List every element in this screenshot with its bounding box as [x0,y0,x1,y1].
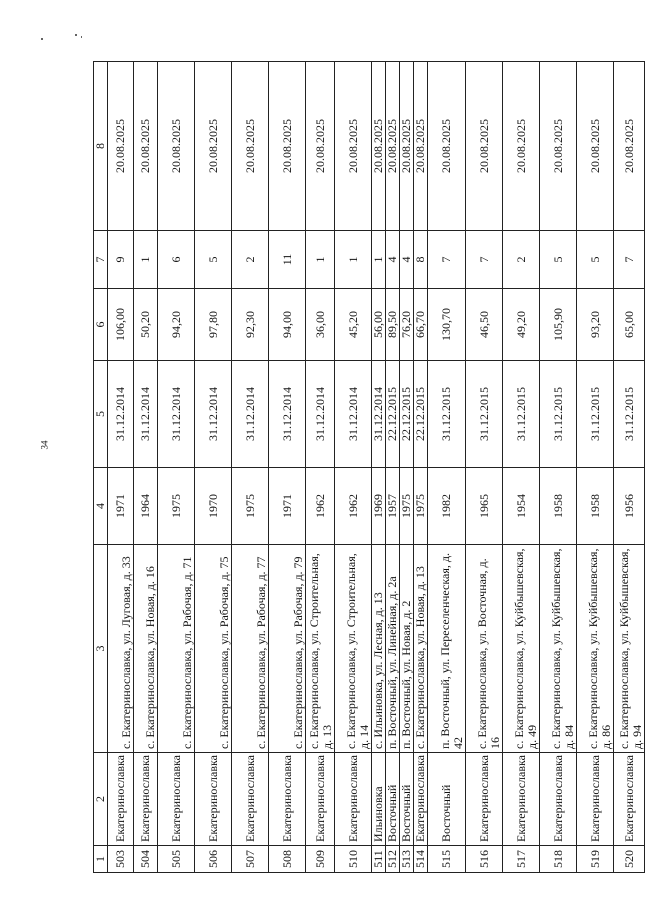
count-cell: 4 [400,231,414,289]
count-cell: 1 [372,231,386,289]
area-cell: 89,50 [386,289,400,361]
area-cell: 56,00 [372,289,386,361]
row-number: 512 [386,846,400,873]
area-cell: 65,00 [614,289,645,361]
table-row [306,62,335,873]
date-cell: 31.12.2014 [306,361,335,468]
settlement-cell: Екатеринославка [108,753,134,846]
deadline-cell: 20.08.2025 [108,62,134,231]
area-cell: 49,20 [503,289,540,361]
col-header: 7 [94,231,108,289]
area-cell: 105,90 [540,289,577,361]
deadline-cell: 20.08.2025 [134,62,158,231]
settlement-cell: Екатеринославка [335,753,372,846]
year-cell: 1962 [306,468,335,545]
scan-speck [81,36,82,38]
date-cell: 31.12.2015 [466,361,503,468]
settlement-cell: Екатеринославка [540,753,577,846]
year-cell: 1958 [540,468,577,545]
date-cell: 22.12.2015 [400,361,414,468]
table-row [269,62,306,873]
deadline-cell: 20.08.2025 [540,62,577,231]
count-cell: 5 [540,231,577,289]
date-cell: 31.12.2014 [158,361,195,468]
date-cell: 31.12.2015 [540,361,577,468]
address-cell: с. Екатеринославка, ул. Рабочая, д. 75 [195,545,232,753]
settlement-cell: Восточный [400,753,414,846]
settlement-cell: Восточный [428,753,466,846]
settlement-cell: Екатеринославка [503,753,540,846]
count-cell: 7 [614,231,645,289]
table-body [108,62,645,873]
row-number: 508 [269,846,306,873]
area-cell: 66,70 [414,289,428,361]
address-cell: с. Ильиновка, ул. Лесная, д. 13 [372,545,386,753]
table-row [195,62,232,873]
settlement-cell: Екатеринославка [466,753,503,846]
date-cell: 31.12.2015 [503,361,540,468]
settlement-cell: Екатеринославка [195,753,232,846]
date-cell: 31.12.2015 [614,361,645,468]
col-header: 5 [94,361,108,468]
year-cell: 1971 [269,468,306,545]
scan-speck [41,38,43,40]
count-cell: 1 [335,231,372,289]
settlement-cell: Екатеринославка [614,753,645,846]
row-number: 503 [108,846,134,873]
count-cell: 8 [414,231,428,289]
year-cell: 1969 [372,468,386,545]
address-cell: с. Екатеринославка, ул. Рабочая, д. 77 [232,545,269,753]
address-cell: с. Екатеринославка, ул. Строительная, д. 13 [306,545,335,753]
table-row [540,62,577,873]
deadline-cell: 20.08.2025 [466,62,503,231]
address-cell: с. Екатеринославка, ул. Куйбышевская, д. 86 [577,545,614,753]
col-header: 3 [94,545,108,753]
address-cell: с. Екатеринославка, ул. Строительная, д. 14 [335,545,372,753]
deadline-cell: 20.08.2025 [577,62,614,231]
year-cell: 1957 [386,468,400,545]
count-cell: 5 [195,231,232,289]
col-header: 8 [94,62,108,231]
row-number: 514 [414,846,428,873]
row-number: 505 [158,846,195,873]
settlement-cell: Восточный [386,753,400,846]
year-cell: 1958 [577,468,614,545]
settlement-cell: Екатеринославка [269,753,306,846]
year-cell: 1962 [335,468,372,545]
registry-table [93,61,645,873]
year-cell: 1970 [195,468,232,545]
address-cell: с. Екатеринославка, ул. Рабочая, д. 79 [269,545,306,753]
area-cell: 97,80 [195,289,232,361]
settlement-cell: Екатеринославка [306,753,335,846]
col-header: 4 [94,468,108,545]
area-cell: 94,00 [269,289,306,361]
count-cell: 1 [306,231,335,289]
area-cell: 36,00 [306,289,335,361]
date-cell: 31.12.2015 [577,361,614,468]
address-cell: с. Екатеринославка, ул. Новая, д. 13 [414,545,428,753]
year-cell: 1971 [108,468,134,545]
address-cell: с. Екатеринославка, ул. Новая, д. 16 [134,545,158,753]
deadline-cell: 20.08.2025 [400,62,414,231]
row-number: 519 [577,846,614,873]
col-header: 6 [94,289,108,361]
row-number: 504 [134,846,158,873]
deadline-cell: 20.08.2025 [386,62,400,231]
area-cell: 46,50 [466,289,503,361]
row-number: 506 [195,846,232,873]
settlement-cell: Екатеринославка [232,753,269,846]
year-cell: 1975 [414,468,428,545]
date-cell: 22.12.2015 [386,361,400,468]
address-cell: с. Екатеринославка, ул. Восточная, д. 16 [466,545,503,753]
row-number: 509 [306,846,335,873]
deadline-cell: 20.08.2025 [414,62,428,231]
date-cell: 31.12.2015 [428,361,466,468]
table-row [372,62,386,873]
year-cell: 1975 [400,468,414,545]
count-cell: 5 [577,231,614,289]
table-row [335,62,372,873]
settlement-cell: Екатеринославка [158,753,195,846]
date-cell: 31.12.2014 [232,361,269,468]
table-row [232,62,269,873]
row-number: 507 [232,846,269,873]
deadline-cell: 20.08.2025 [232,62,269,231]
year-cell: 1954 [503,468,540,545]
page-number: 34 [39,440,50,450]
address-cell: п. Восточный, ул. Новая, д. 2 [400,545,414,753]
row-number: 516 [466,846,503,873]
count-cell: 2 [232,231,269,289]
col-header: 2 [94,753,108,846]
date-cell: 31.12.2014 [372,361,386,468]
row-number: 515 [428,846,466,873]
deadline-cell: 20.08.2025 [372,62,386,231]
address-cell: п. Восточный, ул. Переселенческая, д. 42 [428,545,466,753]
deadline-cell: 20.08.2025 [614,62,645,231]
table-row [108,62,134,873]
year-cell: 1964 [134,468,158,545]
table-row [577,62,614,873]
count-cell: 9 [108,231,134,289]
row-number: 510 [335,846,372,873]
table-row [614,62,645,873]
date-cell: 31.12.2014 [108,361,134,468]
row-number: 517 [503,846,540,873]
area-cell: 50,20 [134,289,158,361]
address-cell: с. Екатеринославка, ул. Рабочая, д. 71 [158,545,195,753]
row-number: 518 [540,846,577,873]
date-cell: 31.12.2014 [269,361,306,468]
count-cell: 4 [386,231,400,289]
year-cell: 1956 [614,468,645,545]
table-row [414,62,428,873]
year-cell: 1975 [232,468,269,545]
scan-speck [75,34,77,36]
settlement-cell: Ильиновка [372,753,386,846]
table-row [400,62,414,873]
area-cell: 94,20 [158,289,195,361]
count-cell: 7 [428,231,466,289]
header-row [94,62,108,873]
row-number: 511 [372,846,386,873]
area-cell: 92,30 [232,289,269,361]
count-cell: 2 [503,231,540,289]
table-row [158,62,195,873]
deadline-cell: 20.08.2025 [428,62,466,231]
address-cell: с. Екатеринославка, ул. Куйбышевская, д. 84 [540,545,577,753]
settlement-cell: Екатеринославка [134,753,158,846]
deadline-cell: 20.08.2025 [335,62,372,231]
area-cell: 45,20 [335,289,372,361]
deadline-cell: 20.08.2025 [503,62,540,231]
year-cell: 1965 [466,468,503,545]
row-number: 513 [400,846,414,873]
address-cell: п. Восточный, ул. Линейная, д. 2а [386,545,400,753]
address-cell: с. Екатеринославка, ул. Луговая, д. 33 [108,545,134,753]
table-row [134,62,158,873]
deadline-cell: 20.08.2025 [306,62,335,231]
settlement-cell: Екатеринославка [414,753,428,846]
registry-table-container [93,62,644,873]
table-row [503,62,540,873]
year-cell: 1982 [428,468,466,545]
table-row [428,62,466,873]
year-cell: 1975 [158,468,195,545]
col-header: 1 [94,846,108,873]
area-cell: 106,00 [108,289,134,361]
address-cell: с. Екатеринославка, ул. Куйбышевская, д. 49 [503,545,540,753]
table-row [386,62,400,873]
area-cell: 76,20 [400,289,414,361]
date-cell: 22.12.2015 [414,361,428,468]
count-cell: 11 [269,231,306,289]
area-cell: 130,70 [428,289,466,361]
deadline-cell: 20.08.2025 [158,62,195,231]
address-cell: с. Екатеринославка, ул. Куйбышевская, д. 94 [614,545,645,753]
date-cell: 31.12.2014 [335,361,372,468]
date-cell: 31.12.2014 [195,361,232,468]
deadline-cell: 20.08.2025 [269,62,306,231]
count-cell: 1 [134,231,158,289]
table-row [466,62,503,873]
count-cell: 6 [158,231,195,289]
date-cell: 31.12.2014 [134,361,158,468]
area-cell: 93,20 [577,289,614,361]
count-cell: 7 [466,231,503,289]
deadline-cell: 20.08.2025 [195,62,232,231]
settlement-cell: Екатеринославка [577,753,614,846]
row-number: 520 [614,846,645,873]
